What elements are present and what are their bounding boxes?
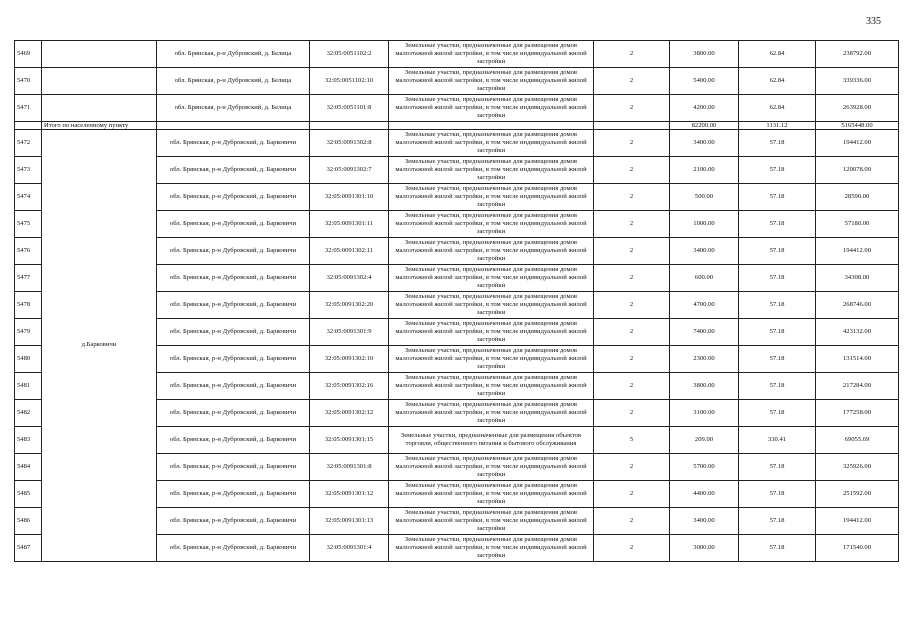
row-land-purpose: Земельные участки, предназначенные для размещения домов малоэтажной жилой застройки, в том числе индивидуальной жилой застройки	[389, 400, 594, 427]
row-address: обл. Брянская, р-н Дубровский, д. Барковичи	[157, 427, 310, 454]
row-cadastral-number: 32:05:0051102:2	[310, 41, 389, 68]
row-cadastral-number: 32:05:0091301:11	[310, 211, 389, 238]
row-specific-value: 62.84	[739, 68, 816, 95]
row-area: 3800.00	[670, 373, 739, 400]
land-register-table	[14, 40, 899, 562]
row-specific-value: 57.18	[739, 238, 816, 265]
row-cadastral-value: 131514.00	[816, 346, 899, 373]
row-group: 2	[594, 346, 670, 373]
row-cadastral-number: 32:05:0091302:4	[310, 265, 389, 292]
row-number: 5480	[15, 346, 42, 373]
row-land-purpose: Земельные участки, предназначенные для размещения домов малоэтажной жилой застройки, в том числе индивидуальной жилой застройки	[389, 265, 594, 292]
row-cadastral-value: 251592.00	[816, 481, 899, 508]
row-group: 2	[594, 265, 670, 292]
row-land-purpose: Земельные участки, предназначенные для размещения домов малоэтажной жилой застройки, в том числе индивидуальной жилой застройки	[389, 373, 594, 400]
row-cadastral-number: 32:05:0051101:8	[310, 95, 389, 122]
row-land-purpose: Земельные участки, предназначенные для размещения домов малоэтажной жилой застройки, в том числе индивидуальной жилой застройки	[389, 157, 594, 184]
row-address: обл. Брянская, р-н Дубровский, д. Барковичи	[157, 454, 310, 481]
row-specific-value: 57.18	[739, 535, 816, 562]
row-land-purpose: Земельные участки, предназначенные для размещения домов малоэтажной жилой застройки, в том числе индивидуальной жилой застройки	[389, 130, 594, 157]
row-area: 500.00	[670, 184, 739, 211]
row-area: 3000.00	[670, 535, 739, 562]
page-number: 335	[866, 16, 881, 27]
row-group: 2	[594, 319, 670, 346]
row-area: 3100.00	[670, 400, 739, 427]
row-land-purpose: Земельные участки, предназначенные для размещения домов малоэтажной жилой застройки, в том числе индивидуальной жилой застройки	[389, 238, 594, 265]
row-group: 2	[594, 130, 670, 157]
row-cadastral-value: 194412.00	[816, 508, 899, 535]
row-specific-value: 62.84	[739, 95, 816, 122]
row-area: 3400.00	[670, 238, 739, 265]
row-area: 5700.00	[670, 454, 739, 481]
row-cadastral-number: 32:05:0091302:11	[310, 238, 389, 265]
row-number: 5470	[15, 68, 42, 95]
row-address: обл. Брянская, р-н Дубровский, д. Барковичи	[157, 319, 310, 346]
row-group: 5	[594, 427, 670, 454]
row-group: 2	[594, 238, 670, 265]
subtotal-row	[15, 122, 899, 130]
row-specific-value: 57.18	[739, 508, 816, 535]
row-cadastral-value: 339336.00	[816, 68, 899, 95]
row-number: 5483	[15, 427, 42, 454]
row-area: 4200.00	[670, 95, 739, 122]
row-number: 5474	[15, 184, 42, 211]
row-specific-value: 57.18	[739, 265, 816, 292]
row-group: 2	[594, 454, 670, 481]
row-address: обл. Брянская, р-н Дубровский, д. Барковичи	[157, 265, 310, 292]
empty-cell	[15, 122, 42, 130]
row-land-purpose: Земельные участки, предназначенные для размещения объектов торговли, общественного питания и бытового обслуживания	[389, 427, 594, 454]
row-cadastral-number: 32:05:0091301:10	[310, 184, 389, 211]
row-cadastral-number: 32:05:0091301:8	[310, 454, 389, 481]
row-address: обл. Брянская, р-н Дубровский, д. Барковичи	[157, 130, 310, 157]
row-land-purpose: Земельные участки, предназначенные для размещения домов малоэтажной жилой застройки, в том числе индивидуальной жилой застройки	[389, 292, 594, 319]
row-area: 7400.00	[670, 319, 739, 346]
row-specific-value: 57.18	[739, 130, 816, 157]
empty-cell	[42, 41, 157, 68]
row-number: 5484	[15, 454, 42, 481]
row-address: обл. Брянская, р-н Дубровский, д. Барковичи	[157, 508, 310, 535]
row-area: 3400.00	[670, 130, 739, 157]
row-cadastral-value: 34308.00	[816, 265, 899, 292]
row-specific-value: 62.84	[739, 41, 816, 68]
row-land-purpose: Земельные участки, предназначенные для размещения домов малоэтажной жилой застройки, в том числе индивидуальной жилой застройки	[389, 95, 594, 122]
row-cadastral-number: 32:05:0091301:13	[310, 508, 389, 535]
row-group: 2	[594, 95, 670, 122]
row-address: обл. Брянская, р-н Дубровский, д. Белица	[157, 41, 310, 68]
row-cadastral-value: 423132.00	[816, 319, 899, 346]
row-group: 2	[594, 481, 670, 508]
empty-cell	[157, 122, 310, 130]
row-area: 209.00	[670, 427, 739, 454]
row-cadastral-number: 32:05:0091301:12	[310, 481, 389, 508]
row-land-purpose: Земельные участки, предназначенные для размещения домов малоэтажной жилой застройки, в том числе индивидуальной жилой застройки	[389, 535, 594, 562]
row-number: 5486	[15, 508, 42, 535]
row-land-purpose: Земельные участки, предназначенные для размещения домов малоэтажной жилой застройки, в том числе индивидуальной жилой застройки	[389, 211, 594, 238]
row-area: 2300.00	[670, 346, 739, 373]
row-area: 5400.00	[670, 68, 739, 95]
row-land-purpose: Земельные участки, предназначенные для размещения домов малоэтажной жилой застройки, в том числе индивидуальной жилой застройки	[389, 68, 594, 95]
row-address: обл. Брянская, р-н Дубровский, д. Барковичи	[157, 292, 310, 319]
row-address: обл. Брянская, р-н Дубровский, д. Барковичи	[157, 481, 310, 508]
row-number: 5471	[15, 95, 42, 122]
row-specific-value: 57.18	[739, 373, 816, 400]
row-cadastral-number: 32:05:0091301:9	[310, 319, 389, 346]
row-cadastral-value: 268746.00	[816, 292, 899, 319]
row-group: 2	[594, 292, 670, 319]
row-cadastral-value: 28590.00	[816, 184, 899, 211]
row-specific-value: 57.18	[739, 292, 816, 319]
empty-cell	[42, 68, 157, 95]
row-area: 3400.00	[670, 508, 739, 535]
empty-cell	[389, 122, 594, 130]
row-address: обл. Брянская, р-н Дубровский, д. Белица	[157, 95, 310, 122]
table-row	[15, 130, 899, 157]
row-group: 2	[594, 508, 670, 535]
row-area: 3800.00	[670, 41, 739, 68]
row-group: 2	[594, 68, 670, 95]
row-group: 2	[594, 535, 670, 562]
row-land-purpose: Земельные участки, предназначенные для размещения домов малоэтажной жилой застройки, в том числе индивидуальной жилой застройки	[389, 481, 594, 508]
row-number: 5485	[15, 481, 42, 508]
row-cadastral-number: 32:05:0091302:8	[310, 130, 389, 157]
row-cadastral-number: 32:05:0091302:20	[310, 292, 389, 319]
row-number: 5481	[15, 373, 42, 400]
row-address: обл. Брянская, р-н Дубровский, д. Барковичи	[157, 535, 310, 562]
row-cadastral-value: 194412.00	[816, 238, 899, 265]
row-specific-value: 57.18	[739, 481, 816, 508]
row-land-purpose: Земельные участки, предназначенные для размещения домов малоэтажной жилой застройки, в том числе индивидуальной жилой застройки	[389, 454, 594, 481]
row-address: обл. Брянская, р-н Дубровский, д. Барковичи	[157, 238, 310, 265]
row-specific-value: 330.41	[739, 427, 816, 454]
row-cadastral-number: 32:05:0091301:15	[310, 427, 389, 454]
row-area: 4400.00	[670, 481, 739, 508]
row-group: 2	[594, 157, 670, 184]
row-address: обл. Брянская, р-н Дубровский, д. Белица	[157, 68, 310, 95]
table-row	[15, 68, 899, 95]
row-address: обл. Брянская, р-н Дубровский, д. Барковичи	[157, 184, 310, 211]
empty-cell	[42, 95, 157, 122]
row-address: обл. Брянская, р-н Дубровский, д. Барковичи	[157, 346, 310, 373]
row-cadastral-number: 32:05:0091301:4	[310, 535, 389, 562]
row-area: 4700.00	[670, 292, 739, 319]
table-row	[15, 41, 899, 68]
row-specific-value: 57.18	[739, 346, 816, 373]
row-land-purpose: Земельные участки, предназначенные для размещения домов малоэтажной жилой застройки, в том числе индивидуальной жилой застройки	[389, 41, 594, 68]
row-specific-value: 57.18	[739, 184, 816, 211]
row-specific-value: 57.18	[739, 454, 816, 481]
row-cadastral-number: 32:05:0091302:12	[310, 400, 389, 427]
row-specific-value: 57.18	[739, 400, 816, 427]
row-group: 2	[594, 400, 670, 427]
row-number: 5476	[15, 238, 42, 265]
row-cadastral-number: 32:05:0091302:10	[310, 346, 389, 373]
row-area: 1000.00	[670, 211, 739, 238]
row-cadastral-value: 325926.00	[816, 454, 899, 481]
row-number: 5475	[15, 211, 42, 238]
row-land-purpose: Земельные участки, предназначенные для размещения домов малоэтажной жилой застройки, в том числе индивидуальной жилой застройки	[389, 508, 594, 535]
row-area: 2100.00	[670, 157, 739, 184]
row-address: обл. Брянская, р-н Дубровский, д. Барковичи	[157, 157, 310, 184]
row-group: 2	[594, 373, 670, 400]
row-cadastral-value: 263928.00	[816, 95, 899, 122]
row-cadastral-number: 32:05:0051102:10	[310, 68, 389, 95]
row-number: 5487	[15, 535, 42, 562]
row-group: 2	[594, 41, 670, 68]
row-address: обл. Брянская, р-н Дубровский, д. Барковичи	[157, 373, 310, 400]
row-number: 5482	[15, 400, 42, 427]
row-cadastral-value: 217284.00	[816, 373, 899, 400]
row-number: 5479	[15, 319, 42, 346]
row-land-purpose: Земельные участки, предназначенные для размещения домов малоэтажной жилой застройки, в том числе индивидуальной жилой застройки	[389, 319, 594, 346]
subtotal-cadastral-value: 5165448.00	[816, 122, 899, 130]
settlement-name: д.Барковичи	[42, 130, 157, 562]
row-group: 2	[594, 184, 670, 211]
row-specific-value: 57.18	[739, 211, 816, 238]
row-number: 5472	[15, 130, 42, 157]
row-cadastral-number: 32:05:0091302:16	[310, 373, 389, 400]
row-address: обл. Брянская, р-н Дубровский, д. Барковичи	[157, 400, 310, 427]
row-number: 5473	[15, 157, 42, 184]
subtotal-specific-value: 1131.12	[739, 122, 816, 130]
table-body	[15, 41, 899, 562]
row-cadastral-number: 32:05:0091302:7	[310, 157, 389, 184]
empty-cell	[594, 122, 670, 130]
row-number: 5477	[15, 265, 42, 292]
row-specific-value: 57.18	[739, 319, 816, 346]
row-cadastral-value: 177258.00	[816, 400, 899, 427]
row-specific-value: 57.18	[739, 157, 816, 184]
subtotal-label: Итого по населенному пункту	[42, 122, 157, 130]
table-row	[15, 95, 899, 122]
empty-cell	[310, 122, 389, 130]
row-cadastral-value: 238792.00	[816, 41, 899, 68]
row-land-purpose: Земельные участки, предназначенные для размещения домов малоэтажной жилой застройки, в том числе индивидуальной жилой застройки	[389, 184, 594, 211]
row-cadastral-value: 171540.00	[816, 535, 899, 562]
subtotal-area: 82200.00	[670, 122, 739, 130]
row-cadastral-value: 194412.00	[816, 130, 899, 157]
row-area: 600.00	[670, 265, 739, 292]
row-number: 5469	[15, 41, 42, 68]
row-land-purpose: Земельные участки, предназначенные для размещения домов малоэтажной жилой застройки, в том числе индивидуальной жилой застройки	[389, 346, 594, 373]
row-address: обл. Брянская, р-н Дубровский, д. Барковичи	[157, 211, 310, 238]
row-cadastral-value: 120078.00	[816, 157, 899, 184]
row-cadastral-value: 57180.00	[816, 211, 899, 238]
row-group: 2	[594, 211, 670, 238]
row-number: 5478	[15, 292, 42, 319]
row-cadastral-value: 69055.69	[816, 427, 899, 454]
